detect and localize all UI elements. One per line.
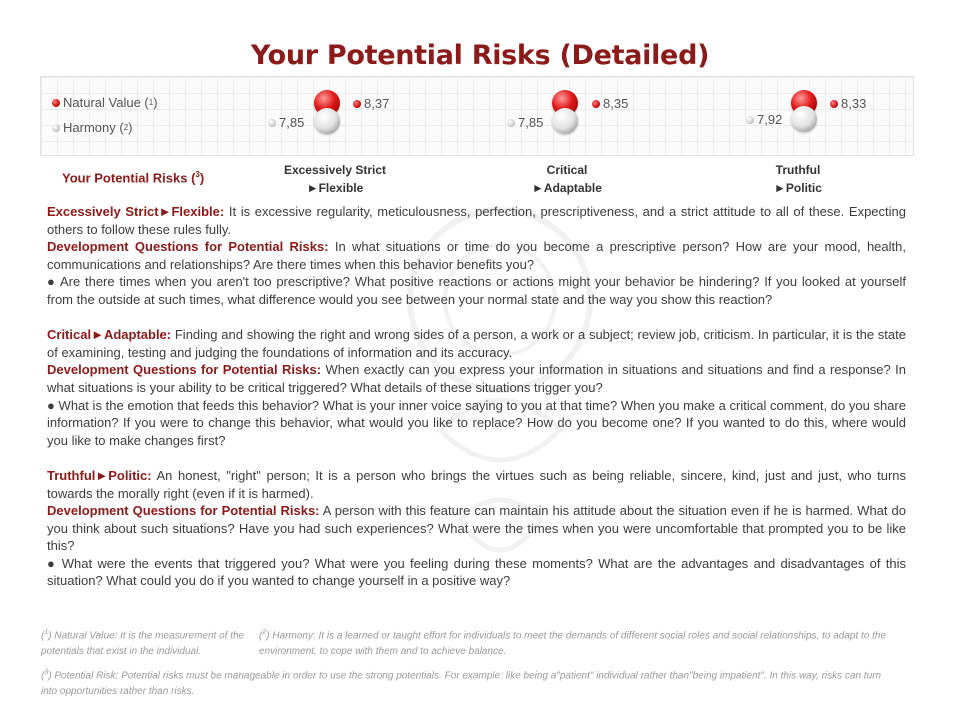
legend-harmony [52,120,132,135]
section-bullet: ● What is the emotion that feeds this behavior? What is your inner voice saying to you at that time? When you make a critical comment, do you share information? If you were to change this behavior, what would you like to replace? How do you become one? If you wanted to do this, where would you like to make changes first? [47,397,906,448]
legend-harmony-ref: 2 [123,123,129,132]
footnote-ref: 3 [44,669,49,676]
dq-heading: Development Questions for Potential Risks: [47,503,320,519]
risk-row-title [62,170,204,185]
harmony-ball-icon [314,108,340,134]
section-definition [47,326,906,361]
harmony-score-text: 7,85 [279,115,305,130]
dq-heading: Development Questions for Potential Risks: [47,239,329,255]
red-ball-icon [52,99,60,107]
natural-value-score [353,96,389,111]
footnote-natural-value: ($^1$) Natural Value: It is the measurement of the potentials that exist in the individual. [41,629,245,658]
white-ball-icon [268,119,276,127]
white-ball-icon [746,116,754,124]
section-bullet: ● Are there times when you aren't too prescriptive? What positive reactions or actions might your behavior be hindering? If you looked at yourself from the outside at such times, what difference would you see between your normal state and the way you show this reaction? [47,274,906,307]
risk-label-bottom: ►Politic [774,181,822,195]
natural-value-score-text: 8,35 [603,96,629,111]
harmony-score [746,112,782,127]
risk-label-top: Truthful [775,163,821,177]
risk-label-top: Critical [546,163,588,177]
section-definition [47,203,906,238]
footnote-ref: 1 [44,629,49,636]
legend-harmony-label: Harmony ( [63,120,124,135]
red-ball-icon [830,100,838,108]
dq-text: In what situations or time do you become a prescriptive person? How are your mood, health, communications and relationships? Are there times when this behavior benefits you? [47,239,906,272]
dq-text: A person with this feature can maintain his attitude about the situation even if he is harmed. What do you think about such situations? Have you had such experiences? What were the times when you were uncomfortable that prompted you to be like this? [47,503,906,554]
dq-heading: Development Questions for Potential Risks: [47,362,322,378]
risk-column-label [698,161,898,197]
risk-column-label [467,161,667,197]
risk-row-title-close: ) [199,170,205,186]
section-text: An honest, "right" person; It is a person who brings the virtues such as being reliable, sincere, kind, just and just, who turns towards the morally right (even if it is harmed). [47,467,906,501]
white-ball-icon [507,119,515,127]
legend-close-paren: ) [128,120,133,135]
section-definition [47,467,906,502]
natural-value-score [592,96,628,111]
section-development-questions [47,238,906,273]
red-ball-icon [353,100,361,108]
harmony-ball-icon [552,108,578,134]
risk-label-bottom: ►Adaptable [532,181,602,195]
natural-value-score [830,96,866,111]
section-bullet: ● What were the events that triggered you? What were you feeling during these moments? What are the advantages and disadvantages of this situation? What could you do if you wanted to change yourself in a positive way? [47,555,906,589]
harmony-ball-icon [791,106,817,132]
legend-close-paren: ) [153,95,158,110]
harmony-score [507,115,543,130]
section-spacer [47,449,906,467]
section-text: Finding and showing the right and wrong sides of a person, a work or a subject; review job, criticism. In particular, it is the state of examining, testing and judging the foundations of information and its accuracy. [47,327,906,360]
section-development-questions [47,361,906,396]
red-ball-icon [592,100,600,108]
legend-natural-value-ref: 1 [148,98,154,107]
page-title: Your Potential Risks (Detailed) [250,40,710,71]
footnote-potential-risk: ($^3$) Potential Risk: Potential risks must be manageable in order to use the strong potentials. For example: like being a"patient" individual rather than"being impatient". In this way, risks can turn into opportunities rather than risks. [41,669,882,698]
dq-text: When exactly can you express your information in situations and situations and find a response? In what situations is your ability to be critical triggered? What details of these situations trigger you? [47,362,906,395]
section-development-questions [47,502,906,555]
legend-natural-value [52,95,158,110]
harmony-score-text: 7,92 [757,112,783,127]
white-ball-icon [52,124,60,132]
section-spacer [47,309,906,327]
natural-value-score-text: 8,37 [364,96,390,111]
section-heading: Critical►Adaptable: [47,327,172,343]
scores-grid-panel [40,76,914,156]
footnote-text: Potential Risk: Potential risks must be manageable in order to use the strong potentials. For example: like being a"patient" individual rather than"being impatient". In this way, risks can turn into opportunities rather than risks. [41,670,882,698]
risk-label-top: Excessively Strict [283,163,387,177]
risk-row-title-ref: 3 [195,170,200,179]
detail-body [47,203,906,590]
section-text: It is excessive regularity, meticulousness, perfection, prescriptiveness, and a strict attitude to all of these. Expecting others to follow these rules fully. [47,204,906,237]
footnote-harmony: ($^2$) Harmony: It is a learned or taught effort for individuals to meet the demands of different social roles and social relationships, to adapt to the environment, to cope with them and to achieve balance. [259,629,887,658]
natural-value-score-text: 8,33 [841,96,867,111]
risk-row-title-text: Your Potential Risks ( [62,170,196,186]
risk-column-label [235,161,435,197]
footnote-ref: 2 [262,629,267,636]
harmony-score-text: 7,85 [518,115,544,130]
harmony-score [268,115,304,130]
section-heading: Excessively Strict►Flexible: [47,204,225,219]
risk-label-bottom: ►Flexible [306,181,364,195]
legend-natural-value-label: Natural Value ( [63,95,149,110]
footnote-text: Natural Value: It is the measurement of the potentials that exist in the individual. [41,630,245,658]
section-heading: Truthful►Politic: [47,467,152,483]
footnote-text: Harmony: It is a learned or taught effort for individuals to meet the demands of different social roles and social relationships, to adapt to the environment, to cope with them and to achieve balance. [259,630,887,658]
